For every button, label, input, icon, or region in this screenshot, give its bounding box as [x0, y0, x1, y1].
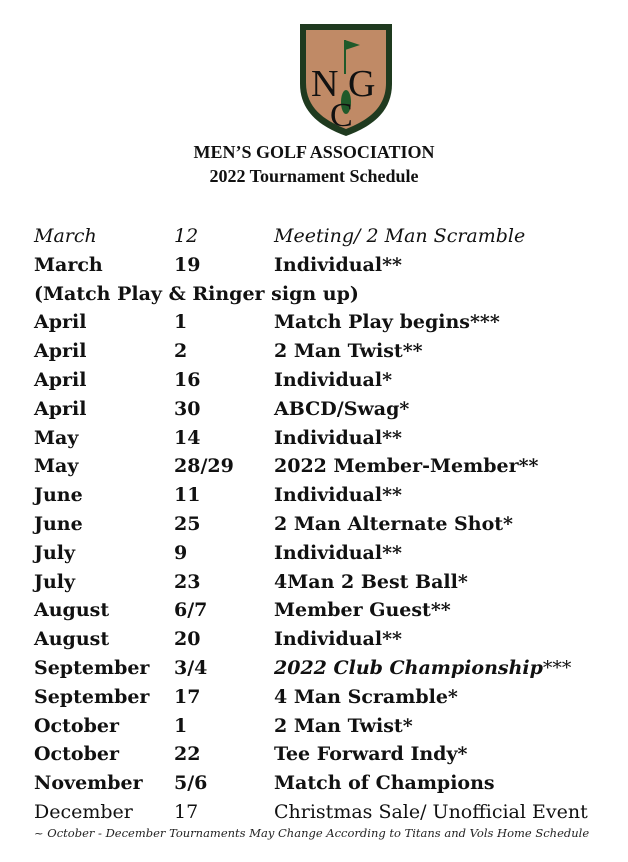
schedule-event-suffix: *** [542, 656, 572, 679]
logo-letter-n: N [311, 63, 339, 105]
schedule-day: 17 [174, 685, 201, 708]
schedule-month: June [34, 484, 83, 507]
schedule-event: 2 Man Twist** [274, 340, 423, 363]
schedule-event [274, 654, 571, 683]
schedule-month: March [34, 253, 103, 276]
schedule-month: October [34, 714, 119, 737]
schedule-day: 11 [174, 484, 201, 507]
schedule-row [34, 510, 628, 539]
schedule-event: Individual** [274, 541, 402, 564]
schedule-event: Match Play begins*** [274, 311, 500, 334]
schedule-row [34, 481, 628, 510]
association-title: MEN’S GOLF ASSOCIATION [193, 142, 435, 162]
schedule-subtitle: 2022 Tournament Schedule [209, 166, 419, 186]
schedule-event: Tee Forward Indy* [274, 743, 468, 766]
schedule-month: May [34, 455, 79, 478]
schedule-row [34, 424, 628, 453]
schedule-day: 12 [174, 225, 199, 247]
schedule-row [34, 251, 628, 280]
schedule-event-name: 2022 Club Championship [274, 656, 543, 679]
schedule-month: August [34, 628, 110, 651]
schedule-day: 14 [174, 426, 201, 449]
schedule-event: Member Guest** [274, 599, 451, 622]
schedule-row [34, 769, 628, 798]
schedule-event: Individual** [274, 628, 402, 651]
logo-letter-c: C [330, 97, 353, 134]
schedule-event: Individual** [274, 484, 402, 507]
schedule-event: ABCD/Swag* [274, 397, 410, 420]
schedule-row [34, 395, 628, 424]
schedule-day: 17 [174, 800, 199, 823]
schedule-event: 4 Man Scramble* [274, 685, 458, 708]
schedule-month: October [34, 743, 119, 766]
schedule-note: (Match Play & Ringer sign up) [34, 282, 359, 305]
schedule-row [34, 798, 628, 827]
schedule-day: 19 [174, 253, 201, 276]
schedule-day: 2 [174, 340, 188, 363]
schedule-day: 6/7 [174, 599, 208, 622]
schedule-day: 23 [174, 570, 201, 593]
schedule-row [34, 654, 628, 683]
schedule-month: November [34, 772, 143, 795]
club-logo [298, 22, 394, 138]
schedule-event: Christmas Sale/ Unofficial Event [274, 800, 588, 823]
schedule-month: May [34, 426, 79, 449]
schedule-day: 5/6 [174, 772, 208, 795]
schedule-day: 30 [174, 397, 201, 420]
schedule-day: 22 [174, 743, 201, 766]
schedule-month: June [34, 512, 83, 535]
schedule-day: 1 [174, 714, 188, 737]
footnote: ~ October - December Tournaments May Change According to Titans and Vols Home Schedule [34, 826, 590, 840]
schedule-month: April [34, 340, 87, 363]
schedule-event: Individual** [274, 253, 402, 276]
schedule-day: 1 [174, 311, 188, 334]
schedule-month: December [34, 800, 133, 823]
schedule-event: 2 Man Alternate Shot* [274, 512, 513, 535]
schedule-row [34, 452, 628, 481]
schedule-row [34, 683, 628, 712]
schedule-list [34, 222, 628, 827]
schedule-month: April [34, 397, 87, 420]
schedule-event: 2022 Member-Member** [274, 455, 539, 478]
schedule-month: September [34, 685, 150, 708]
schedule-row [34, 625, 628, 654]
schedule-row [34, 596, 628, 625]
schedule-row [34, 539, 628, 568]
logo-letter-g: G [348, 63, 376, 105]
schedule-day: 25 [174, 512, 201, 535]
schedule-month: April [34, 368, 87, 391]
schedule-month: July [34, 570, 76, 593]
schedule-day: 3/4 [174, 656, 208, 679]
schedule-event: Match of Champions [274, 772, 495, 795]
schedule-row [34, 712, 628, 741]
schedule-month: August [34, 599, 110, 622]
schedule-month: July [34, 541, 76, 564]
schedule-row [34, 740, 628, 769]
schedule-day: 20 [174, 628, 201, 651]
schedule-row [34, 337, 628, 366]
schedule-row [34, 568, 628, 597]
schedule-row [34, 366, 628, 395]
schedule-day: 9 [174, 541, 188, 564]
schedule-row [34, 308, 628, 337]
schedule-month: April [34, 311, 87, 334]
schedule-month: September [34, 656, 150, 679]
schedule-event: Individual* [274, 368, 393, 391]
schedule-row [34, 280, 628, 309]
schedule-row [34, 222, 628, 251]
schedule-event: 2 Man Twist* [274, 714, 413, 737]
schedule-event: 4Man 2 Best Ball* [274, 570, 468, 593]
schedule-month: March [34, 225, 97, 247]
schedule-event: Meeting/ 2 Man Scramble [274, 225, 526, 247]
schedule-day: 16 [174, 368, 201, 391]
schedule-event: Individual** [274, 426, 402, 449]
schedule-day: 28/29 [174, 455, 234, 478]
